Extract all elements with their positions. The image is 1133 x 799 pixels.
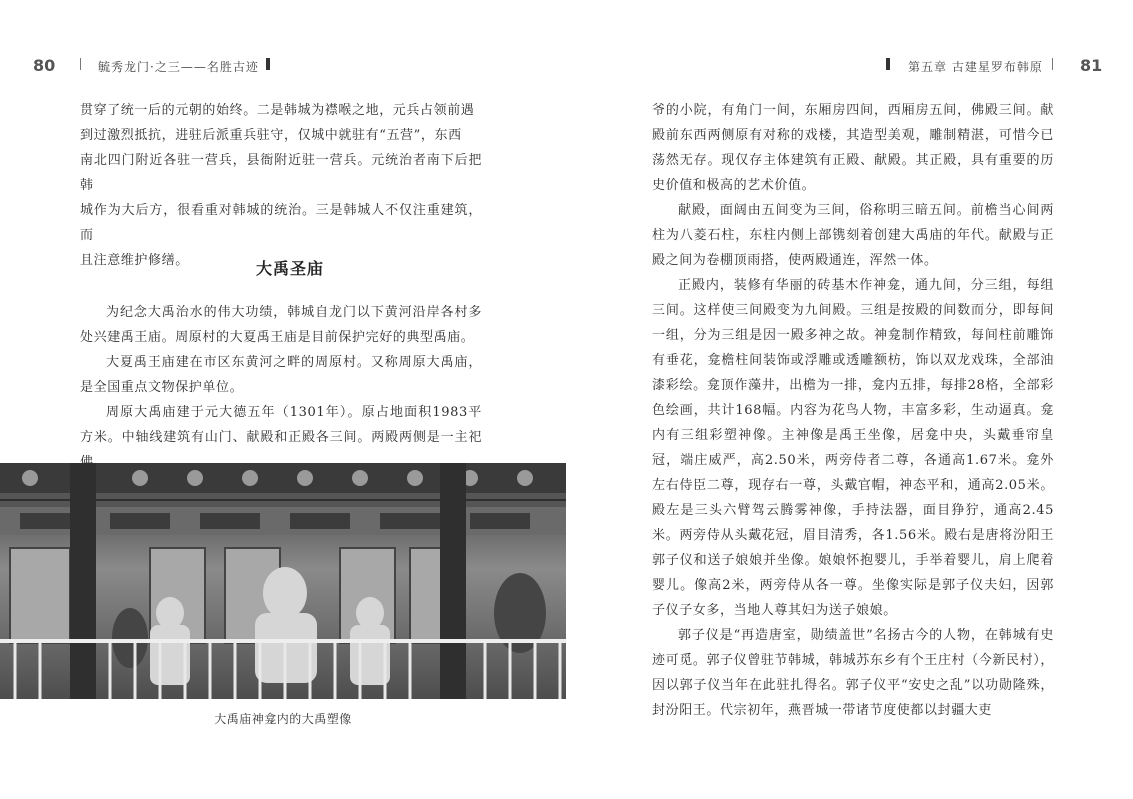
paragraph: 周原大禹庙建于元大德五年（1301年）。原占地面积1983平方米。中轴线建筑有山门、献殿和正殿各三间。两殿两侧是一主祀 bbox=[80, 405, 482, 445]
paragraph: 正殿内，装修有华丽的砖基木作神龛，通九间，分三组，每组三间。这样使三间殿变为九间殿。三组是按殿的间数而分，即每间一组，分为三组是因一殿多神之故。神龛制作精致，每间柱前雕饰有垂花，龛檐柱间装饰或浮雕或透雕额枋，饰以双龙戏珠，全部油漆彩绘。龛顶作藻井，出檐为一排，龛内五排，每排28格，全部彩色绘画，共计168幅。内容为花鸟人物，丰富多彩，生动逼真。龛内有三组彩塑神像。主神像是禹王坐像，居龛中央，头戴垂帘皇冠，端庄威严，高2.50米，两旁侍者二尊，各通高1.67米。龛外左右侍臣二尊，现存右一尊，头戴官帽，神态平和，通高2.05米。殿左是三头六臂驾云腾雾神像，手持法器，面目狰狞，通高2.45米。两旁侍从头戴花冠，眉目清秀，各1.56米。殿右是唐将汾阳王郭子仪和送子娘娘并坐像。娘娘怀抱婴儿，手举着婴儿，肩上爬着婴儿。像高2米，两旁侍从各一尊。坐像实际是郭子仪夫妇，因郭子仪子女多，当地人尊其妇为送子娘娘。 bbox=[652, 278, 1054, 618]
right-body-text bbox=[652, 98, 1054, 723]
header-marker bbox=[886, 58, 890, 70]
intro-line: 南北四门附近各驻一营兵，县衙附近驻一营兵。元统治者南下后把韩 bbox=[80, 153, 482, 193]
temple-shrine-photo bbox=[0, 463, 566, 699]
right-running-header: 第五章 古建星罗布韩原 bbox=[908, 60, 1043, 74]
intro-line: 城作为大后方，很看重对韩城的统治。三是韩城人不仅注重建筑，而 bbox=[80, 203, 482, 243]
section-title: 大禹圣庙 bbox=[255, 259, 324, 278]
paragraph: 献殿，面阔由五间变为三间，俗称明三暗五间。前檐当心间两柱为八菱石柱，东柱内侧上部镌刻着创建大禹庙的年代。献殿与正殿之间为卷棚顶雨搭，使两殿通连，浑然一体。 bbox=[652, 203, 1054, 268]
shrine-illustration bbox=[0, 463, 566, 699]
left-running-header: 毓秀龙门·之三——名胜古迹 bbox=[98, 60, 259, 74]
right-page-number: 81 bbox=[1080, 56, 1103, 75]
intro-line: 贯穿了统一后的元朝的始终。二是韩城为襟喉之地，元兵占领前遇 bbox=[80, 103, 475, 118]
header-marker bbox=[266, 58, 270, 70]
intro-line: 到过激烈抵抗，进驻后派重兵驻守，仅城中就驻有“五营”，东西 bbox=[80, 128, 462, 143]
header-divider bbox=[80, 58, 81, 70]
paragraph: 为纪念大禹治水的伟大功绩，韩城自龙门以下黄河沿岸各村多处兴建禹王庙。周原村的大夏禹王庙是目前保护完好的典型禹庙。 bbox=[80, 305, 482, 345]
left-page-number: 80 bbox=[33, 56, 56, 75]
left-page bbox=[0, 0, 566, 799]
right-page bbox=[566, 0, 1133, 799]
paragraph: 大夏禹王庙建在市区东黄河之畔的周原村。又称周原大禹庙，是全国重点文物保护单位。 bbox=[80, 355, 482, 395]
intro-line: 且注意维护修缮。 bbox=[80, 253, 189, 268]
left-intro-text bbox=[80, 98, 482, 273]
photo-caption: 大禹庙神龛内的大禹塑像 bbox=[214, 712, 352, 726]
header-divider bbox=[1052, 58, 1053, 70]
paragraph: 爷的小院，有角门一间，东厢房四间，西厢房五间，佛殿三间。献殿前东西两侧原有对称的戏楼，其造型美观，雕制精湛，可惜今已荡然无存。现仅存主体建筑有正殿、献殿。其正殿，具有重要的历史价值和极高的艺术价值。 bbox=[652, 103, 1054, 193]
paragraph: 郭子仪是“再造唐室，勋绩盖世”名扬古今的人物，在韩城有史迹可觅。郭子仪曾驻节韩城，韩城苏东乡有个王庄村（今新民村），因以郭子仪当年在此驻扎得名。郭子仪平“安史之乱”以功勋隆殊，封汾阳王。代宗初年，燕晋城一带诸节度使都以封疆大吏 bbox=[652, 628, 1054, 718]
left-body-text bbox=[80, 300, 482, 475]
